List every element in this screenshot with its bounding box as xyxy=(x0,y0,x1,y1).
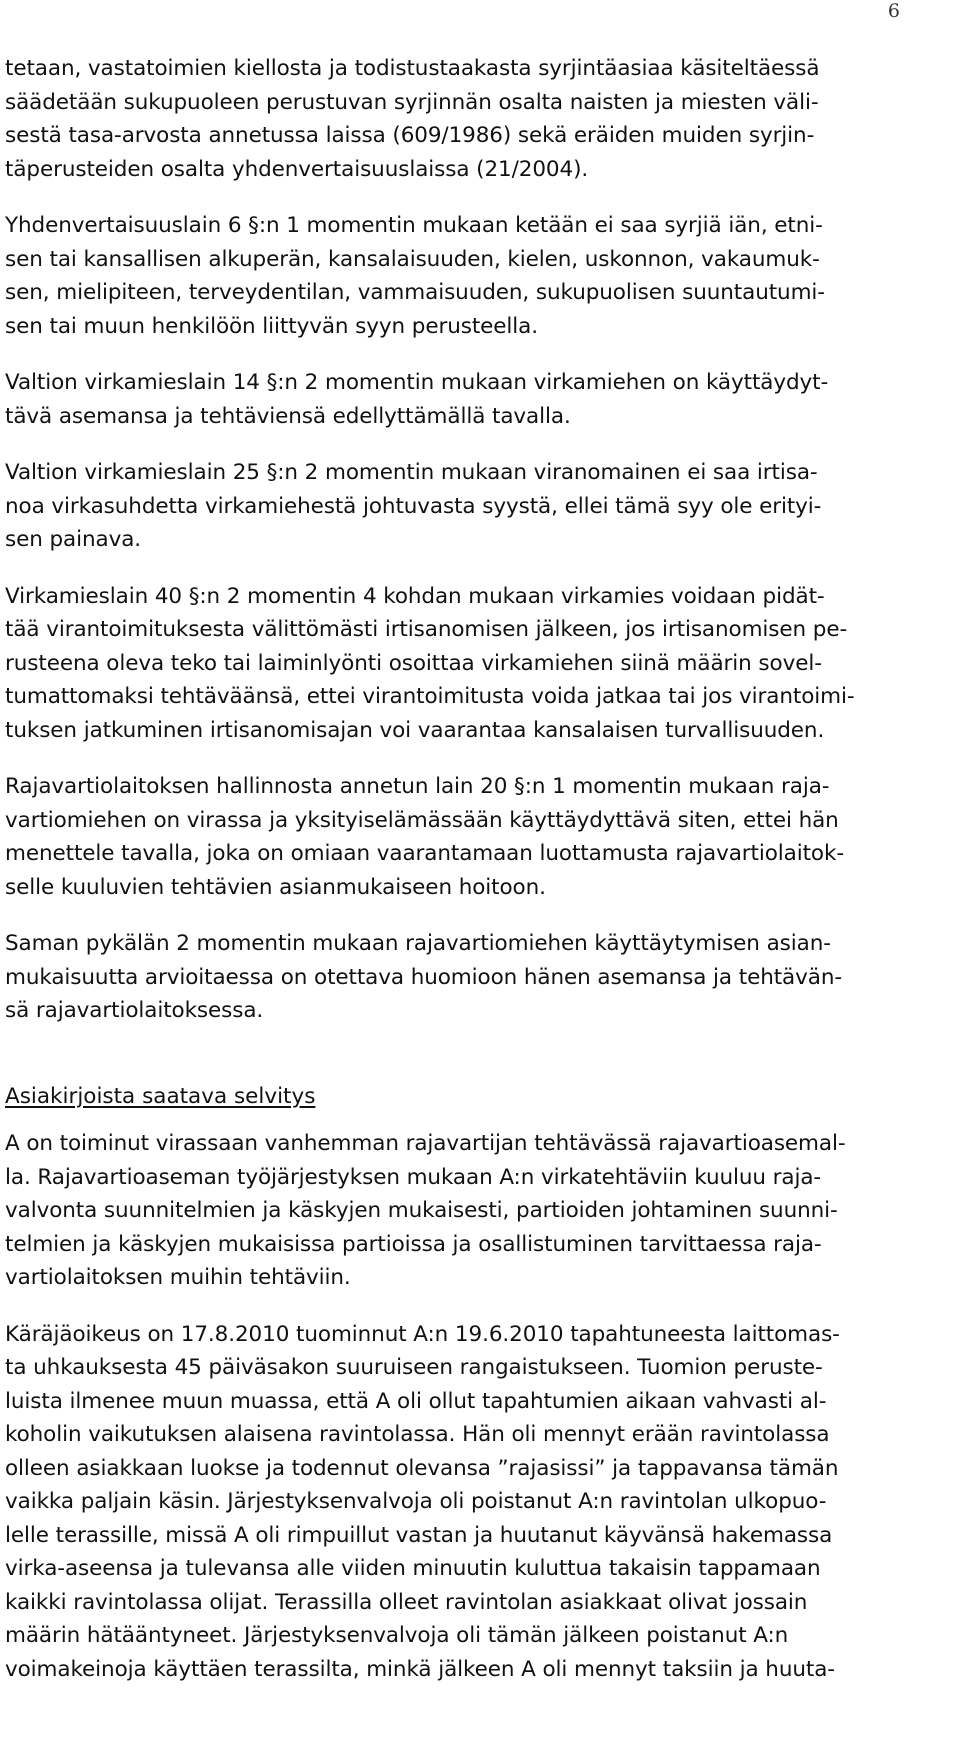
intro-paragraph xyxy=(5,52,930,186)
text-line: sestä tasa-arvosta annetussa laissa (609/1986) sekä eräiden muiden syrjin- xyxy=(5,123,815,148)
text-line: tetaan, vastatoimien kiellosta ja todistustaakasta syrjintäasiaa käsiteltäessä xyxy=(5,56,820,81)
text-line: lelle terassille, missä A oli rimpuillut vastan ja huutanut käyvänsä hakemassa xyxy=(5,1522,833,1548)
text-line: selle kuuluvien tehtävien asianmukaiseen hoitoon. xyxy=(5,874,546,900)
page-number: 6 xyxy=(887,0,900,22)
text-line: Käräjäoikeus on 17.8.2010 tuominnut A:n 19.6.2010 tapahtuneesta laittomas- xyxy=(5,1321,840,1347)
text-line: sen, mielipiteen, terveydentilan, vammaisuuden, sukupuolisen suuntautumi- xyxy=(5,280,825,305)
paragraph-border-guard-20-1 xyxy=(5,770,930,904)
paragraph-court-judgment xyxy=(5,1318,930,1687)
text-line: Valtion virkamieslain 14 §:n 2 momentin mukaan virkamiehen on käyttäydyt- xyxy=(5,370,829,395)
paragraph-duties xyxy=(5,1127,930,1295)
text-line: voimakeinoja käyttäen terassilta, minkä jälkeen A oli mennyt taksiin ja huuta- xyxy=(5,1656,835,1682)
text-line: Rajavartiolaitoksen hallinnosta annetun lain 20 §:n 1 momentin mukaan raja- xyxy=(5,774,830,799)
text-line: menettele tavalla, joka on omiaan vaarantamaan luottamusta rajavartiolaitok- xyxy=(5,841,844,866)
text-line: A on toiminut virassaan vanhemman rajavartijan tehtävässä rajavartioasemal- xyxy=(5,1131,846,1156)
text-line: Valtion virkamieslain 25 §:n 2 momentin mukaan viranomainen ei saa irtisa- xyxy=(5,460,818,485)
text-line: määrin hätääntyneet. Järjestyksenvalvoja oli tämän jälkeen poistanut A:n xyxy=(5,1623,789,1648)
text-line: Virkamieslain 40 §:n 2 momentin 4 kohdan mukaan virkamies voidaan pidät- xyxy=(5,583,825,609)
text-line: sen tai kansallisen alkuperän, kansalaisuuden, kielen, uskonnon, vakaumuk- xyxy=(5,246,820,272)
text-line: vaikka paljain käsin. Järjestyksenvalvoja oli poistanut A:n ravintolan ulkopuo- xyxy=(5,1489,827,1514)
text-line: säädetään sukupuoleen perustuvan syrjinnän osalta naisten ja miesten väli- xyxy=(5,89,819,115)
text-line: kaikki ravintolassa olijat. Terassilla olleet ravintolan asiakkaat olivat jossain xyxy=(5,1589,808,1615)
text-line: olleen asiakkaan luokse ja todennut olevansa ”rajasissi” ja tappavansa tämän xyxy=(5,1455,839,1481)
text-line: noa virkasuhdetta virkamiehestä johtuvasta syystä, ellei tämä syy ole erityi- xyxy=(5,493,822,519)
text-line: Saman pykälän 2 momentin mukaan rajavartiomiehen käyttäytymisen asian- xyxy=(5,931,831,956)
text-line: tää virantoimituksesta välittömästi irtisanomisen jälkeen, jos irtisanomisen pe- xyxy=(5,617,848,642)
paragraph-civil-servants-40 xyxy=(5,580,930,748)
section-heading: Asiakirjoista saatava selvitys xyxy=(5,1083,316,1109)
text-line: tumattomaksi tehtäväänsä, ettei virantoimitusta voida jatkaa tai jos virantoimi- xyxy=(5,684,855,709)
text-line: sen tai muun henkilöön liittyvän syyn perusteella. xyxy=(5,313,538,339)
text-line: sen painava. xyxy=(5,527,142,552)
text-line: tuksen jatkuminen irtisanomisajan voi vaarantaa kansalaisen turvallisuuden. xyxy=(5,717,825,743)
text-line: virka-aseensa ja tulevansa alle viiden minuutin kuluttua takaisin tappamaan xyxy=(5,1556,821,1581)
text-line: vartiolaitoksen muihin tehtäviin. xyxy=(5,1265,351,1290)
text-line: tävä asemansa ja tehtäviensä edellyttämällä tavalla. xyxy=(5,403,571,429)
text-line: telmien ja käskyjen mukaisissa partioissa ja osallistuminen tarvittaessa raja- xyxy=(5,1231,822,1257)
paragraph-civil-servants-14 xyxy=(5,366,930,433)
paragraph-civil-servants-25 xyxy=(5,456,930,557)
text-line: vartiomiehen on virassa ja yksityiselämässään käyttäydyttävä siten, ettei hän xyxy=(5,807,839,833)
paragraph-equality-act xyxy=(5,209,930,343)
document-body xyxy=(5,52,930,1709)
paragraph-border-guard-20-2 xyxy=(5,927,930,1028)
text-line: koholin vaikutuksen alaisena ravintolassa. Hän oli mennyt erään ravintolassa xyxy=(5,1422,830,1447)
text-line: mukaisuutta arvioitaessa on otettava huomioon hänen asemansa ja tehtävän- xyxy=(5,964,843,990)
text-line: Yhdenvertaisuuslain 6 §:n 1 momentin mukaan ketään ei saa syrjiä iän, etni- xyxy=(5,213,823,238)
text-line: la. Rajavartioaseman työjärjestyksen mukaan A:n virkatehtäviin kuuluu raja- xyxy=(5,1164,822,1190)
text-line: sä rajavartiolaitoksessa. xyxy=(5,998,264,1023)
text-line: täperusteiden osalta yhdenvertaisuuslaissa (21/2004). xyxy=(5,156,589,182)
text-line: luista ilmenee muun muassa, että A oli ollut tapahtumien aikaan vahvasti al- xyxy=(5,1388,827,1414)
text-line: rusteena oleva teko tai laiminlyönti osoittaa virkamiehen siinä määrin sovel- xyxy=(5,650,822,676)
text-line: valvonta suunnitelmien ja käskyjen mukaisesti, partioiden johtaminen suunni- xyxy=(5,1198,838,1223)
text-line: ta uhkauksesta 45 päiväsakon suuruiseen rangaistukseen. Tuomion peruste- xyxy=(5,1355,823,1380)
